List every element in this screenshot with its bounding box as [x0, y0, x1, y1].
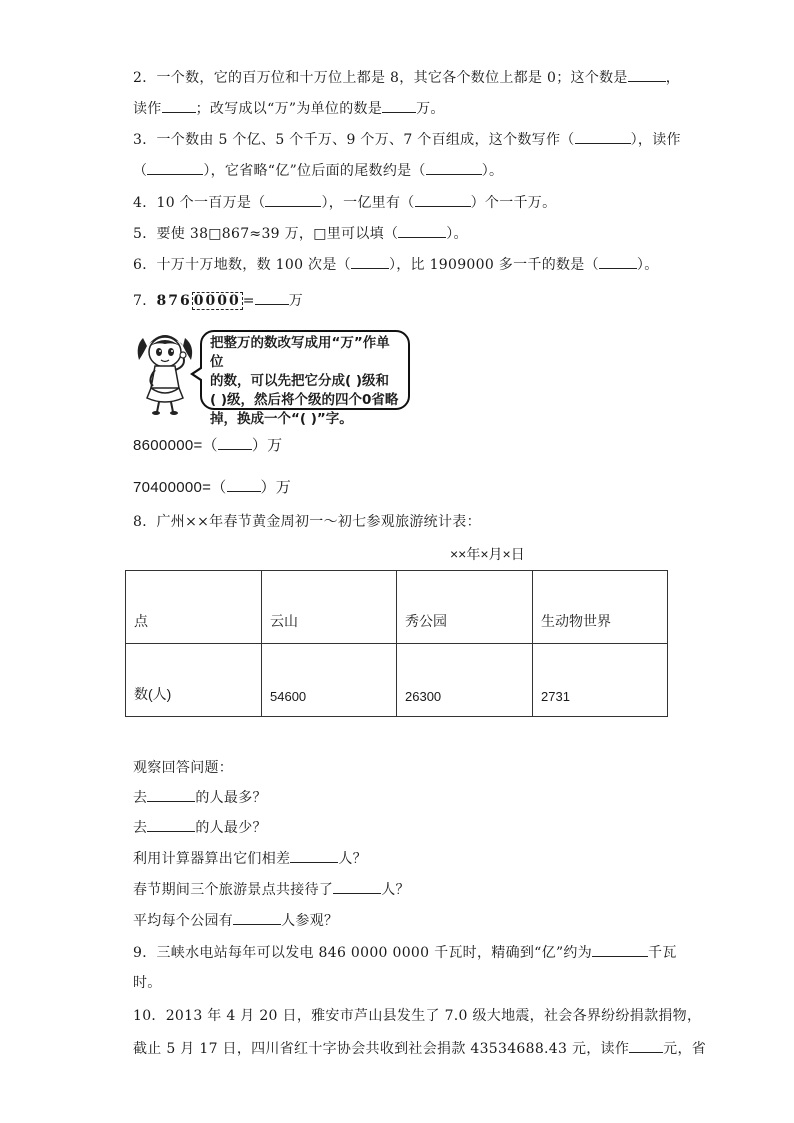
table-cell: 秀公园	[397, 571, 533, 644]
q9-line2: 时。	[133, 975, 162, 991]
table-cell: 点	[126, 571, 262, 644]
table-row	[126, 571, 668, 644]
q9-blank[interactable]	[592, 942, 648, 957]
q8-date: ××年×月×日	[450, 546, 525, 562]
q7-blank[interactable]	[255, 290, 289, 305]
q2-line2: 读作 ；改写成以“万”为单位的数是 万。	[133, 98, 445, 119]
q2-line1: 2．一个数，它的百万位和十万位上都是 8，其它各个数位上都是 0；这个数是 ，	[133, 67, 680, 88]
q8-sub4: 春节期间三个旅游景点共接待了 人？	[133, 881, 410, 897]
girl-illustration	[133, 326, 197, 416]
q8-sub2-blank[interactable]	[147, 817, 195, 832]
q8-sub5-blank[interactable]	[233, 910, 281, 925]
q2-blank-read[interactable]	[162, 98, 196, 113]
tourism-table	[125, 570, 668, 717]
q7-example-1: 8600000=（ ）万	[133, 437, 283, 454]
q10-line1: 10．2013 年 4 月 20 日，雅安市芦山县发生了 7.0 级大地震，社会各界纷纷捐款捐物，	[133, 1008, 702, 1024]
q7-example-2: 70400000=（ ）万	[133, 479, 292, 496]
q3-blank-approx[interactable]	[426, 160, 482, 175]
bubble-tail-inner	[194, 368, 203, 380]
q8-sub3-blank[interactable]	[290, 848, 338, 863]
q3-line2: （ ），它省略“亿”位后面的尾数约是（ ）。	[133, 160, 503, 181]
q6-blank-1[interactable]	[351, 254, 389, 269]
q7-ex1-blank[interactable]	[218, 435, 252, 450]
table-cell: 数(人)	[126, 644, 262, 717]
q6-line: 6．十万十万地数，数 100 次是（ ），比 1909000 多一千的数是（ ）。	[133, 254, 659, 275]
q8-title: 8．广州××年春节黄金周初一～初七参观旅游统计表：	[133, 514, 481, 530]
table-cell: 生动物世界	[533, 571, 668, 644]
q5-line: 5．要使 38□867≈39 万，□里可以填（ ）。	[133, 223, 468, 244]
table-cell: 54600	[262, 644, 397, 717]
speech-bubble: 把整万的数改写成用“万”作单位 的数，可以先把它分成( )级和 ( )级，然后将个级的四个0省略 掉，换成一个“( )”字。	[200, 330, 410, 410]
q8-sub1-blank[interactable]	[147, 787, 195, 802]
table-row	[126, 644, 668, 717]
q5-blank[interactable]	[398, 223, 446, 238]
q10-blank[interactable]	[629, 1038, 663, 1053]
q10-line2: 截止 5 月 17 日，四川省红十字协会共收到社会捐款 43534688.43 元，读作 元，省	[133, 1038, 706, 1059]
table-cell: 2731	[533, 644, 668, 717]
q6-blank-2[interactable]	[599, 254, 637, 269]
q4-line: 4．10 个一百万是（ ），一亿里有（ ）个一千万。	[133, 192, 556, 213]
q8-sub1: 去 的人最多？	[133, 789, 267, 805]
q8-sub2: 去 的人最少？	[133, 819, 267, 835]
q3-blank-write[interactable]	[575, 129, 631, 144]
q8-prompt: 观察回答问题：	[133, 759, 234, 775]
q7-line: 7．876 0000 = 万	[133, 290, 303, 311]
q4-blank-1[interactable]	[265, 192, 321, 207]
q2-blank-wan[interactable]	[382, 98, 416, 113]
q7-boxed-zeros: 0000	[193, 293, 241, 309]
q8-sub5: 平均每个公园有 人参观？	[133, 912, 339, 928]
q8-sub3: 利用计算器算出它们相差 人？	[133, 850, 367, 866]
table-cell: 云山	[262, 571, 397, 644]
q2-blank-number[interactable]	[628, 67, 666, 82]
q8-sub4-blank[interactable]	[333, 879, 381, 894]
q9-line1: 9．三峡水电站每年可以发电 846 0000 0000 千瓦时，精确到“亿”约为 千瓦	[133, 942, 677, 963]
q3-line1: 3．一个数由 5 个亿、5 个千万、9 个万、7 个百组成，这个数写作（ ），读作	[133, 129, 681, 150]
q3-blank-read[interactable]	[147, 160, 203, 175]
q7-ex2-blank[interactable]	[227, 477, 261, 492]
table-cell: 26300	[397, 644, 533, 717]
q4-blank-2[interactable]	[415, 192, 471, 207]
